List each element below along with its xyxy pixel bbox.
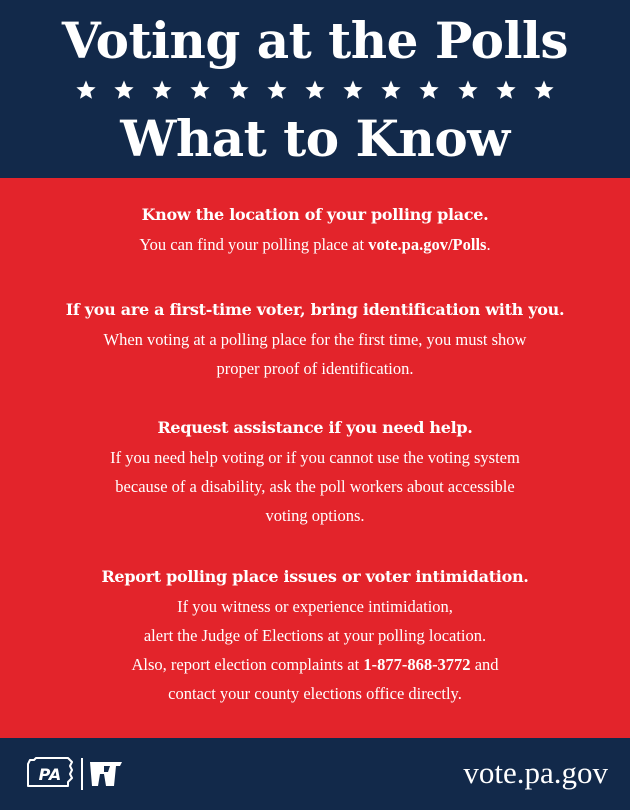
star-icon [457, 79, 479, 101]
section-line: because of a disability, ask the poll workers about accessible [115, 477, 515, 496]
logo-group [24, 752, 134, 796]
star-icon [75, 79, 97, 101]
header [0, 0, 630, 178]
section-line: When voting at a polling place for the first time, you must show [103, 330, 527, 349]
star-icon [189, 79, 211, 101]
section-line: voting options. [265, 506, 365, 525]
page-subtitle: What to Know [120, 109, 510, 168]
content-area [0, 178, 630, 738]
section-heading: Report polling place issues or voter intimidation. [101, 567, 529, 586]
section-line: contact your county elections office directly. [168, 684, 462, 703]
star-icon [304, 79, 326, 101]
section-line: If you need help voting or if you cannot use the voting system [110, 448, 520, 467]
section-line: Also, report election complaints at 1-877-868-3772 and [131, 655, 499, 674]
pa-state-logo-icon [28, 758, 72, 786]
star-icon [418, 79, 440, 101]
section-line: alert the Judge of Elections at your polling location. [143, 626, 487, 645]
section-heading: Know the location of your polling place. [141, 205, 489, 224]
page-title: Voting at the Polls [61, 11, 569, 70]
footer [0, 738, 630, 810]
section-first-time-voter [0, 295, 630, 383]
star-icon [228, 79, 250, 101]
star-icon [266, 79, 288, 101]
section-polling-location [0, 200, 630, 259]
section-line: You can find your polling place at vote.pa.gov/Polls. [139, 235, 491, 254]
star-icon [113, 79, 135, 101]
star-icon [495, 79, 517, 101]
section-line: proper proof of identification. [216, 359, 414, 378]
star-icon [342, 79, 364, 101]
keystone-logo-icon [90, 762, 122, 786]
star-icon [380, 79, 402, 101]
section-assistance [0, 413, 630, 530]
star-row [75, 76, 555, 104]
polls-link[interactable]: vote.pa.gov/Polls [368, 235, 487, 254]
star-icon [533, 79, 555, 101]
section-heading: If you are a first-time voter, bring identification with you. [65, 300, 565, 319]
svg-text:PA: PA [38, 765, 62, 784]
footer-url[interactable]: vote.pa.gov [463, 755, 608, 790]
section-heading: Request assistance if you need help. [157, 418, 473, 437]
star-icon [151, 79, 173, 101]
section-report-issues [0, 562, 630, 708]
section-line: If you witness or experience intimidation, [177, 597, 453, 616]
phone-number[interactable]: 1-877-868-3772 [363, 655, 471, 674]
